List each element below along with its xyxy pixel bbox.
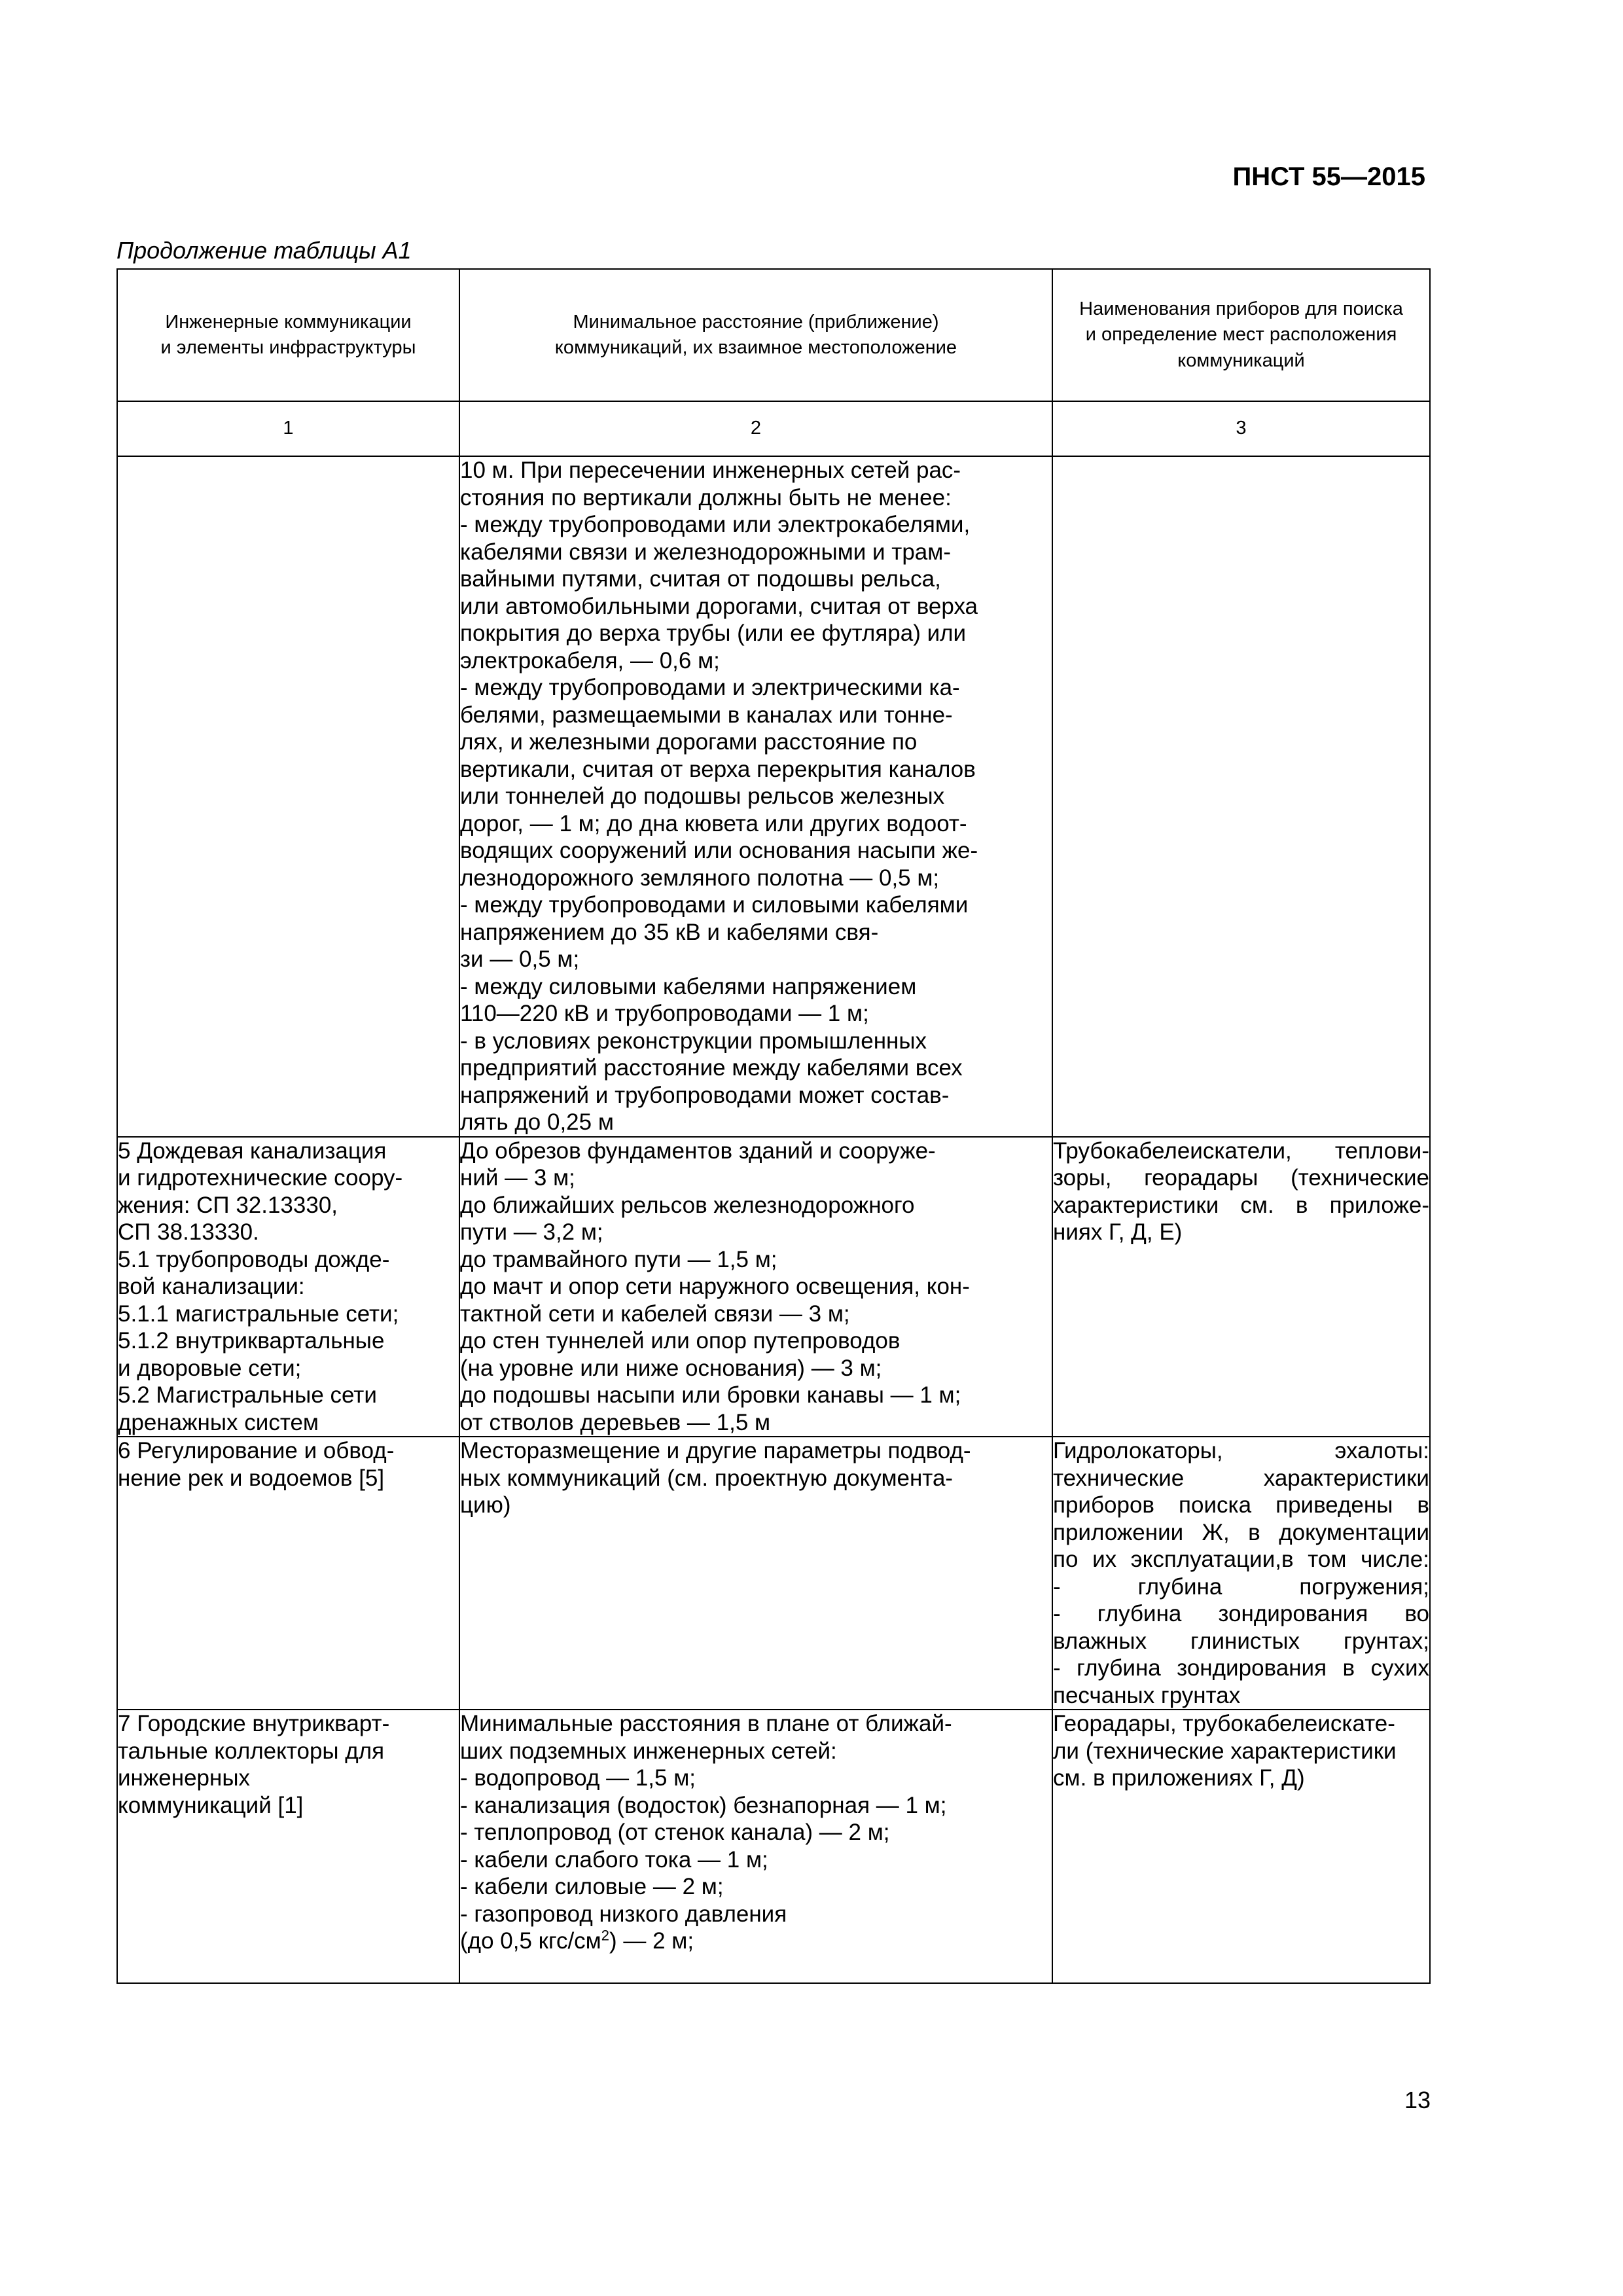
row-cell-col1 — [117, 1710, 459, 1983]
cell-line: тактной сети и кабелей связи — 3 м; — [460, 1300, 850, 1327]
cell-line: кабелями связи и железнодорожными и трам- — [460, 539, 951, 565]
cell-line: 5.1.2 внутриквартальные — [118, 1328, 385, 1354]
superscript: 2 — [601, 1927, 609, 1944]
cell-line: от стволов деревьев — 1,5 м — [460, 1409, 771, 1435]
row-cell-col2 — [459, 1437, 1052, 1710]
cell-line: 6 Регулирование и обвод- — [118, 1438, 395, 1463]
row-cell-col1 — [117, 456, 459, 1137]
column-header-3: Наименования приборов для поиска и определение мест расположения коммуникаций — [1052, 269, 1430, 401]
document-code: ПНСТ 55—2015 — [1232, 162, 1425, 191]
cell-line: - глубина погружения; — [1053, 1573, 1429, 1600]
cell-line: характеристики см. в приложе- — [1053, 1192, 1429, 1218]
table-row — [117, 1437, 1430, 1710]
table-row — [117, 1137, 1430, 1437]
cell-line: зоры, георадары (технические — [1053, 1165, 1429, 1191]
column-number-1: 1 — [117, 401, 459, 456]
cell-line: 5 Дождевая канализация — [118, 1138, 387, 1164]
column-number-2: 2 — [459, 401, 1052, 456]
cell-line: приборов поиска приведены в — [1053, 1492, 1429, 1518]
cell-line: песчаных грунтах — [1053, 1682, 1241, 1708]
cell-line: технические характеристики — [1053, 1465, 1429, 1491]
cell-line: до подошвы насыпи или бровки канавы — 1 м; — [460, 1382, 961, 1408]
row-cell-col3 — [1052, 1710, 1430, 1983]
cell-line: 5.1.1 магистральные сети; — [118, 1300, 399, 1327]
cell-line: - глубина зондирования в сухих — [1053, 1655, 1429, 1681]
cell-line: 10 м. При пересечении инженерных сетей рас- — [460, 457, 961, 483]
cell-line: - между трубопроводами или электрокабелями, — [460, 512, 971, 537]
cell-line: Гидролокаторы, эхалоты: — [1053, 1438, 1429, 1463]
cell-line: инженерных — [118, 1765, 251, 1791]
cell-line-text: ) — 2 м; — [609, 1928, 694, 1954]
cell-line: вайными путями, считая от подошвы рельса, — [460, 566, 941, 592]
cell-line: вой канализации: — [118, 1274, 305, 1299]
cell-line: предприятий расстояние между кабелями всех — [460, 1055, 963, 1081]
row-cell-col2 — [459, 1137, 1052, 1437]
column-number-3: 3 — [1052, 401, 1430, 456]
cell-line: ниях Г, Д, Е) — [1053, 1219, 1183, 1245]
row-cell-col1 — [117, 1437, 459, 1710]
cell-line: стояния по вертикали должны быть не менее: — [460, 484, 952, 511]
cell-line: - кабели слабого тока — 1 м; — [460, 1846, 768, 1873]
cell-line: пути — 3,2 м; — [460, 1219, 603, 1245]
cell-line: или автомобильными дорогами, считая от верха — [460, 593, 978, 619]
row-cell-col2 — [459, 456, 1052, 1137]
cell-line: Трубокабелеискатели, теплови- — [1053, 1138, 1429, 1164]
row-cell-col3 — [1052, 1137, 1430, 1437]
row-cell-col1 — [117, 1137, 459, 1437]
cell-line: тальные коллекторы для — [118, 1738, 385, 1764]
cell-line: вертикали, считая от верха перекрытия каналов — [460, 756, 976, 782]
cell-line: до трамвайного пути — 1,5 м; — [460, 1246, 777, 1272]
cell-line: приложении Ж, в документации — [1053, 1519, 1429, 1545]
column-header-1: Инженерные коммуникации и элементы инфраструктуры — [117, 269, 459, 401]
cell-line: дорог, — 1 м; до дна кювета или других водоот- — [460, 810, 967, 836]
cell-line: ших подземных инженерных сетей: — [460, 1738, 837, 1764]
cell-line-text: (до 0,5 кгс/см — [460, 1928, 601, 1954]
cell-line: - кабели силовые — 2 м; — [460, 1874, 724, 1899]
row-cell-col2 — [459, 1710, 1052, 1983]
cell-line: - между силовыми кабелями напряжением — [460, 973, 917, 999]
cell-line: 5.2 Магистральные сети — [118, 1382, 377, 1408]
cell-line: и дворовые сети; — [118, 1355, 302, 1381]
page-number: 13 — [1404, 2087, 1431, 2113]
cell-line: Минимальные расстояния в плане от ближай- — [460, 1711, 952, 1736]
cell-line: 5.1 трубопроводы дожде- — [118, 1246, 390, 1272]
cell-line: или тоннелей до подошвы рельсов железных — [460, 783, 945, 809]
cell-line: - теплопровод (от стенок канала) — 2 м; — [460, 1820, 890, 1845]
cell-line: 110—220 кВ и трубопроводами — 1 м; — [460, 1001, 869, 1026]
row-cell-col3 — [1052, 1437, 1430, 1710]
cell-line: белями, размещаемыми в каналах или тонне- — [460, 702, 953, 728]
cell-line: До обрезов фундаментов зданий и сооруже- — [460, 1138, 936, 1164]
cell-line: водящих сооружений или основания насыпи же- — [460, 838, 978, 863]
cell-line: покрытия до верха трубы (или ее футляра) или — [460, 620, 967, 646]
column-header-2: Минимальное расстояние (приближение) коммуникаций, их взаимное местоположение — [459, 269, 1052, 401]
cell-line: дренажных систем — [118, 1409, 319, 1435]
cell-line: напряжением до 35 кВ и кабелями свя- — [460, 919, 879, 945]
cell-line: по их эксплуатации,в том числе: — [1053, 1547, 1429, 1572]
cell-line: ний — 3 м; — [460, 1165, 575, 1191]
cell-line: лезнодорожного земляного полотна — 0,5 м; — [460, 865, 940, 891]
cell-line: Месторазмещение и другие параметры подвод- — [460, 1438, 971, 1463]
cell-line: коммуникаций [1] — [118, 1792, 304, 1818]
cell-line — [460, 1928, 1052, 1955]
table-caption: Продолжение таблицы А1 — [116, 237, 412, 264]
cell-line: и гидротехнические соору- — [118, 1165, 403, 1191]
cell-line: до стен туннелей или опор путепроводов — [460, 1328, 901, 1354]
cell-line: - глубина зондирования во — [1053, 1601, 1429, 1626]
cell-line: цию) — [460, 1492, 511, 1518]
cell-line: - между трубопроводами и электрическими ка- — [460, 675, 960, 700]
table-row — [117, 1710, 1430, 1983]
row-cell-col3 — [1052, 456, 1430, 1137]
cell-line: - водопровод — 1,5 м; — [460, 1765, 696, 1791]
cell-line: до мачт и опор сети наружного освещения, кон- — [460, 1274, 970, 1299]
cell-lines — [460, 1710, 1052, 1928]
cell-line: нение рек и водоемов [5] — [118, 1465, 385, 1491]
cell-line: ных коммуникаций (см. проектную документа- — [460, 1465, 954, 1491]
cell-line: - газопровод низкого давления — [460, 1901, 787, 1927]
cell-line: - канализация (водосток) безнапорная — 1 м; — [460, 1792, 947, 1818]
cell-line: ли (технические характеристики — [1053, 1738, 1397, 1764]
cell-line: - между трубопроводами и силовыми кабелями — [460, 892, 969, 918]
cell-line: влажных глинистых грунтах; — [1053, 1628, 1429, 1654]
table-header-row — [117, 269, 1430, 401]
cell-line: см. в приложениях Г, Д) — [1053, 1765, 1305, 1791]
specification-table — [116, 268, 1431, 1984]
cell-line: лять до 0,25 м — [460, 1109, 614, 1135]
cell-line: (на уровне или ниже основания) — 3 м; — [460, 1355, 882, 1381]
column-number-row — [117, 401, 1430, 456]
cell-line: зи — 0,5 м; — [460, 946, 580, 972]
cell-line: Георадары, трубокабелеискате- — [1053, 1711, 1395, 1736]
cell-line: электрокабеля, — 0,6 м; — [460, 647, 720, 673]
cell-line: - в условиях реконструкции промышленных — [460, 1028, 927, 1054]
cell-line: лях, и железными дорогами расстояние по — [460, 729, 918, 755]
table-row — [117, 456, 1430, 1137]
cell-line: СП 38.13330. — [118, 1219, 259, 1245]
cell-line: до ближайших рельсов железнодорожного — [460, 1192, 915, 1218]
cell-line: жения: СП 32.13330, — [118, 1192, 338, 1218]
cell-line: 7 Городские внутрикварт- — [118, 1711, 390, 1736]
cell-line: напряжений и трубопроводами может состав- — [460, 1082, 950, 1108]
